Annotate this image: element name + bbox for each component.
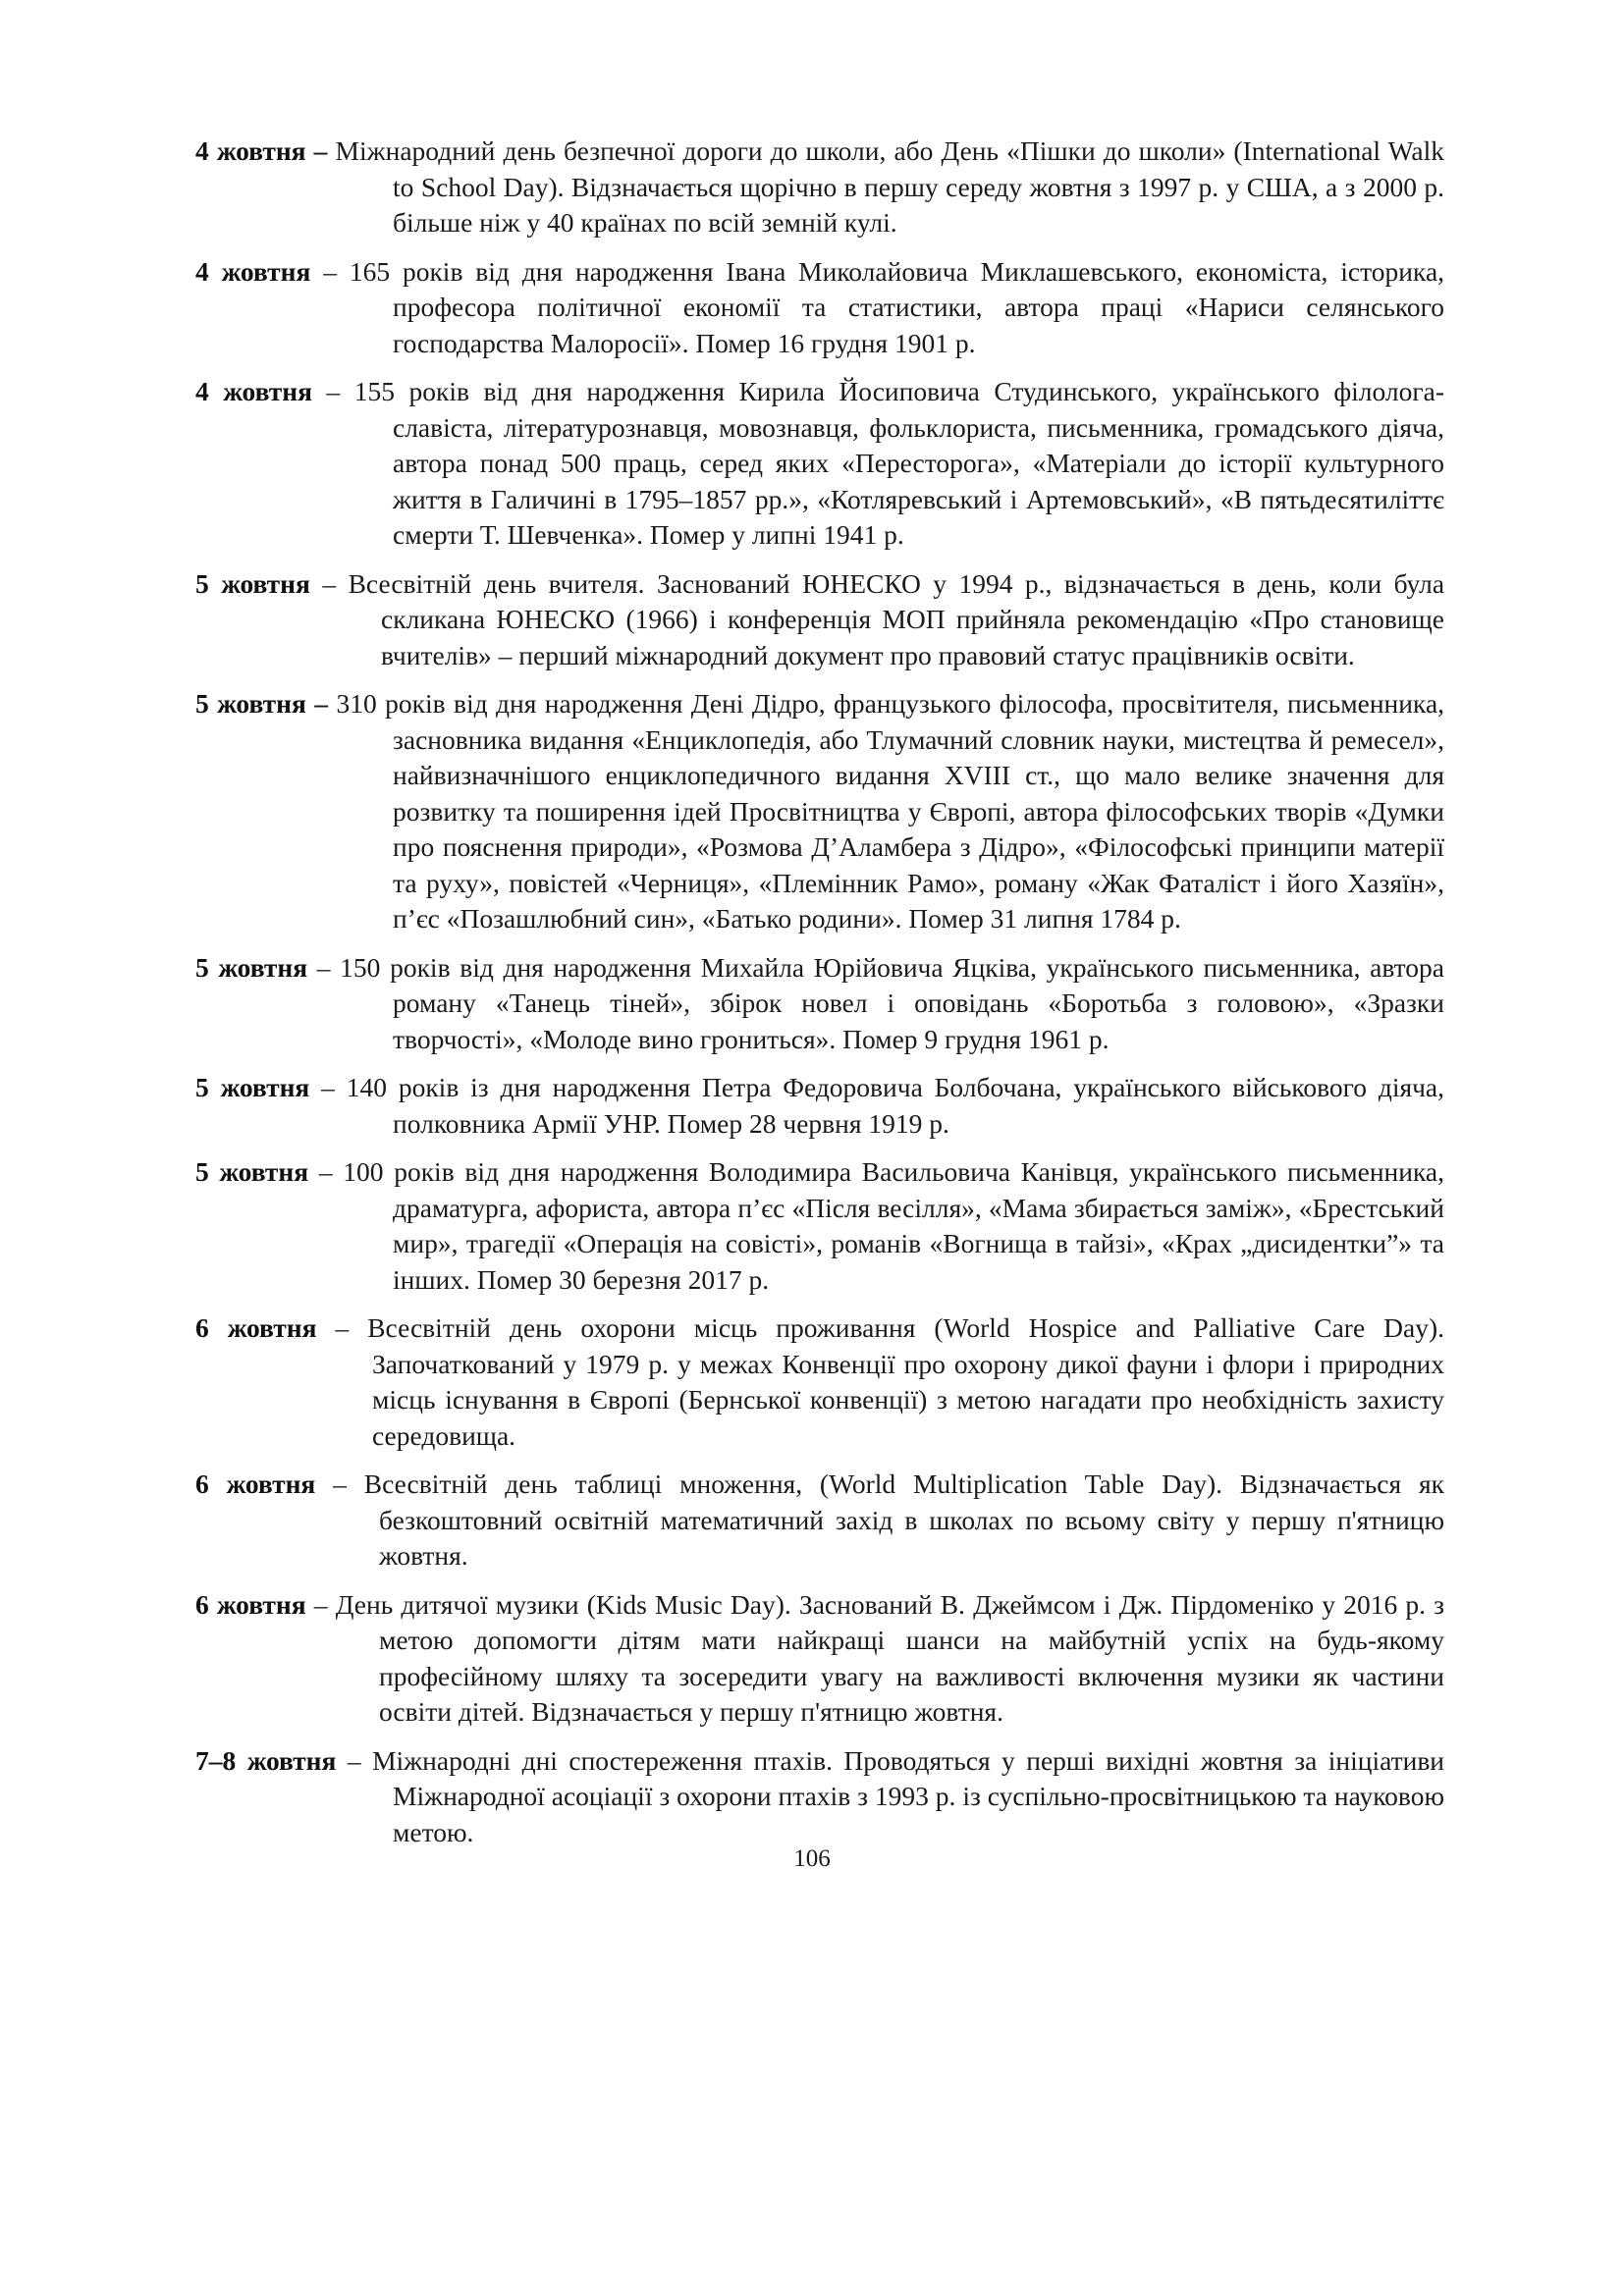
entry-dash: – <box>316 1312 368 1343</box>
entry-text: Міжнародні дні спостереження птахів. Проводяться у перші вихідні жовтня за ініціативи Міжнародної асоціації з охорони птахів з 1993 р. із суспільно-просвітницькою та науковою метою. <box>372 1744 1445 1847</box>
entry-dash: – <box>305 1588 336 1620</box>
entry-date: 5 жовтня <box>195 688 306 719</box>
entry-text: 150 років від дня народження Михайла Юрійовича Яцківа, українського письменника, автора роману «Танець тіней», збірок новел і оповідань «Боротьба з головою», «Зразки творчості», «Молоде вино грониться». Помер 9 грудня 1961 р. <box>340 951 1444 1054</box>
entry-date: 4 жовтня <box>195 135 306 166</box>
calendar-entry <box>195 254 1444 362</box>
entry-date: 5 жовтня <box>195 567 310 599</box>
entry-date: 5 жовтня <box>195 1156 309 1187</box>
entry-date: 6 жовтня <box>195 1468 316 1499</box>
entry-date: 5 жовтня <box>195 951 308 983</box>
calendar-entry <box>195 950 1444 1058</box>
entry-text: Всесвітній день вчителя. Заснований ЮНЕСКО у 1994 р., відзначається в день, коли була скликана ЮНЕСКО (1966) і конференція МОП прийняла рекомендацію «Про становище вчителів» – перший міжнародний документ про правовий статус працівників освіти. <box>348 567 1445 670</box>
entry-date: 5 жовтня <box>195 1072 310 1102</box>
entry-dash: – <box>309 567 349 599</box>
calendar-entry <box>195 1467 1444 1575</box>
calendar-entry <box>195 133 1444 241</box>
page-number: 106 <box>793 1845 831 1872</box>
entry-text: 310 років від дня народження Дені Дідро, французького філософа, просвітителя, письменника, засновника видання «Енциклопедія, або Тлумачний словник науки, мистецтва й ремесел», найвизначнішого енциклопедичного видання XVIII ст., що мало велике значення для розвитку та поширення ідей Просвітництва у Європі, автора філософських творів «Думки про пояснення природи», «Розмова Д’Аламбера з Дідро», «Філософські принципи матерії та руху», повістей «Черниця», «Племінник Рамо», роману «Жак Фаталіст і його Хазяїн», п’єс «Позашлюбний син», «Батько родини». Помер 31 липня 1784 р. <box>336 688 1445 934</box>
entry-dash: – <box>336 1744 373 1776</box>
entry-date: 4 жовтня <box>195 376 312 406</box>
entry-text: 155 років від дня народження Кирила Йосиповича Студинського, українського філолога-славіста, літературознавця, мовознавця, фольклориста, письменника, громадського діяча, автора понад 500 праць, серед яких «Пересторога», «Матеріали до історії культурного життя в Галичині в 1795–1857 рр.», «Котляревський і Артемовський», «В пятьдесятиліттє смерти Т. Шевченка». Помер у липні 1941 р. <box>353 376 1445 550</box>
page-content <box>195 133 1444 1863</box>
calendar-entry <box>195 566 1444 674</box>
entry-dash: – <box>305 688 337 719</box>
calendar-entry <box>195 1587 1444 1731</box>
calendar-entry <box>195 1743 1444 1851</box>
entry-text: День дитячої музики (Kids Music Day). Заснований В. Джеймсом і Дж. Пірдоменіко у 2016 р. з метою допомогти дітям мати найкращі шанси на майбутній успіх на будь-якому професійному шляху та зосередити увагу на важливості включення музики як частини освіти дітей. Відзначається у першу п'ятницю жовтня. <box>335 1588 1445 1727</box>
entry-dash: – <box>308 1156 344 1187</box>
entry-dash: – <box>309 1072 347 1102</box>
entry-dash: – <box>305 135 336 166</box>
entry-dash: – <box>307 951 341 983</box>
entry-text: Міжнародний день безпечної дороги до школи, або День «Пішки до школи» (International Walk to School Day). Відзначається щорічно в першу середу жовтня з 1997 р. у США, а з 2000 р. більше ніж у 40 країнах по всій земній кулі. <box>335 135 1445 238</box>
calendar-entry <box>195 374 1444 554</box>
calendar-entry <box>195 1154 1444 1298</box>
calendar-entry <box>195 1310 1444 1454</box>
calendar-entry <box>195 686 1444 937</box>
entry-text: Всесвітній день таблиці множення, (World Multiplication Table Day). Відзначається як безкоштовний освітній математичний захід в школах по всьому світу у першу п'ятницю жовтня. <box>363 1468 1444 1571</box>
entry-date: 6 жовтня <box>195 1588 306 1620</box>
entry-text: 140 років із дня народження Петра Федоровича Болбочана, українського військового діяча, полковника Армії УНР. Помер 28 червня 1919 р. <box>346 1072 1445 1139</box>
entry-date: 4 жовтня <box>195 255 311 287</box>
entry-text: 165 років від дня народження Івана Миколайовича Миклашевського, економіста, історика, професора політичної економії та статистики, автора праці «Нариси селянського господарства Малоросії». Помер 16 грудня 1901 р. <box>349 255 1445 358</box>
entry-date: 6 жовтня <box>195 1312 317 1343</box>
entry-text: Всесвітній день охорони місць проживання (World Hospice and Palliative Care Day). Започаткований у 1979 р. у межах Конвенції про охорону дикої фауни і флори і природних місць існування в Європі (Бернської конвенції) з метою нагадати про необхідність захисту середовища. <box>367 1312 1445 1451</box>
entry-dash: – <box>311 376 354 406</box>
entry-dash: – <box>310 255 350 287</box>
entry-date: 7–8 жовтня <box>195 1744 337 1776</box>
calendar-entry <box>195 1070 1444 1142</box>
entry-dash: – <box>315 1468 364 1499</box>
entry-text: 100 років від дня народження Володимира Васильовича Канівця, українського письменника, драматурга, афориста, автора п’єс «Після весілля», «Мама збирається заміж», «Брестський мир», трагедії «Операція на совісті», романів «Вогнища в тайзі», «Крах „дисидентки”» та інших. Помер 30 березня 2017 р. <box>343 1156 1445 1295</box>
